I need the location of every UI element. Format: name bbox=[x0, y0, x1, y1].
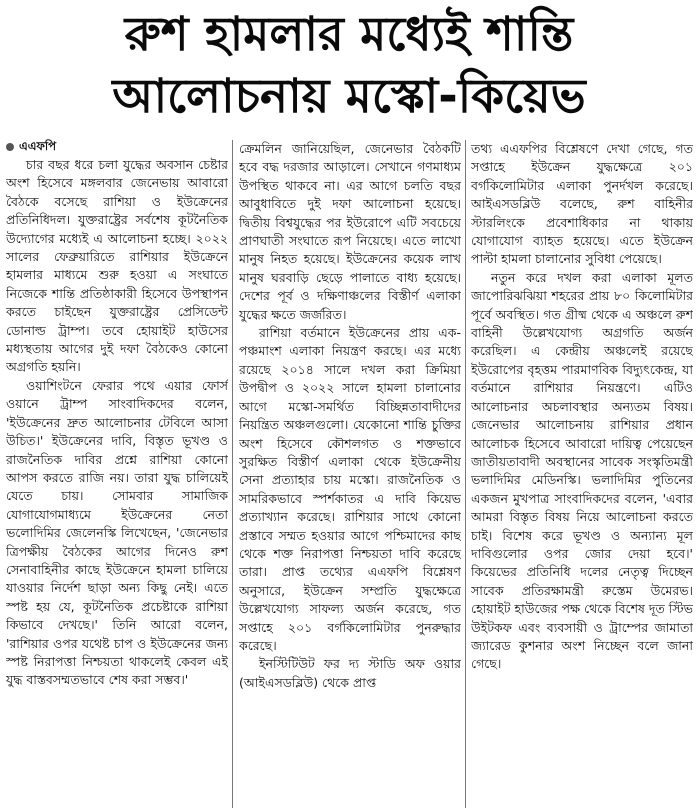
paragraph: নতুন করে দখল করা এলাকা মূলত জাপোরিঝঝিয়া শহরের প্রায় ৮০ কিলোমিটার পূর্বে অবস্থিত। গত গ্রীষ্ম থেকে এ অঞ্চলে রুশ বাহিনী উল্লেখযোগ্য অগ্রগতি অর্জন করেছিল। এ কেন্দ্রীয় অঞ্চলেই রয়েছে ইউরোপের বৃহত্তম পারমাণবিক বিদ্যুৎকেন্দ্র, যা বর্তমানে রাশিয়ার নিয়ন্ত্রণে। এটিও আলোচনার অচলাবস্থার অন্যতম বিষয়। জেনেভার আলোচনায় রাশিয়ার প্রধান আলোচক হিসেবে আবারো দায়িত্ব পেয়েছেন জাতীয়তাবাদী অবস্থানের সাবেক সংস্কৃতিমন্ত্রী ভলাদিমির মেডিনস্কি। ভলাদিমির পুতিনের একজন মুখপাত্র সাংবাদিকদের বলেন, 'এবার আমরা বিস্তৃত বিষয় নিয়ে আলোচনা করতে চাই। বিশেষ করে ভূখণ্ড ও অন্যান্য মূল দাবিগুলোর ওপর জোর দেয়া হবে।' কিয়েভের প্রতিনিধি দলের নেতৃত্ব দিচ্ছেন সাবেক প্রতিরক্ষামন্ত্রী রুস্তেম উমেরভ। হোয়াইট হাউজের পক্ষ থেকে বিশেষ দূত স্টিভ উইটকফ এবং ব্যবসায়ী ও ট্রাম্পের জামাতা জ্যারেড কুশনার অংশ নিচ্ছেন বলে জানা গেছে। bbox=[471, 269, 693, 672]
column-divider bbox=[465, 140, 466, 808]
dateline-text: এএফপি bbox=[19, 139, 56, 153]
paragraph: ওয়াশিংটনে ফেরার পথে এয়ার ফোর্স ওয়ানে ট্রাম্প সাংবাদিকদের বলেন, 'ইউক্রেনের দ্রুত আলোচনার টেবিলে আসা উচিত।' ইউক্রেনের দাবি, বিস্তৃত ভূখণ্ড ও রাজনৈতিক দাবির প্রশ্নে রাশিয়া কোনো আপস করতে রাজি নয়। তারা যুদ্ধ চালিয়েই যেতে চায়। সোমবার সামাজিক যোগাযোগমাধ্যমে ইউক্রেনের নেতা ভলোদিমির জেলেনস্কি লিখেছেন, 'জেনেভার ত্রিপক্ষীয় বৈঠকের আগের দিনেও রুশ সেনাবাহিনীর কাছে ইউক্রেনে হামলা চালিয়ে যাওয়ার নির্দেশ ছাড়া অন্য কিছু নেই। এতে স্পষ্ট হয় যে, কূটনৈতিক প্রচেষ্টাকে রাশিয়া কিভাবে দেখছে।' তিনি আরো বলেন, 'রাশিয়ার ওপর যথেষ্ট চাপ ও ইউক্রেনের জন্য স্পষ্ট নিরাপত্তা নিশ্চয়তা থাকলেই কেবল এই যুদ্ধ বাস্তবসম্মতভাবে শেষ করা সম্ভব।' bbox=[6, 377, 228, 688]
article-column-1 bbox=[6, 138, 228, 808]
bullet-icon bbox=[6, 143, 14, 151]
article-column-3 bbox=[471, 140, 693, 810]
paragraph: ক্রেমলিন জানিয়েছিল, জেনেভার বৈঠকটি হবে বদ্ধ দরজার আড়ালে। সেখানে গণমাধ্যম উপস্থিত থাকবে না। এর আগে চলতি বছর আবুধাবিতে দুই দফা আলোচনা হয়েছে। দ্বিতীয় বিশ্বযুদ্ধের পর ইউরোপে এটি সবচেয়ে প্রাণঘাতী সংঘাতে রূপ নিয়েছে। এতে লাখো মানুষ নিহত হয়েছে। ইউক্রেনের কয়েক লাখ মানুষ ঘরবাড়ি ছেড়ে পালাতে বাধ্য হয়েছে। দেশের পূর্ব ও দক্ষিণাঞ্চলের বিস্তীর্ণ এলাকা যুদ্ধের ক্ষতে জর্জরিত। bbox=[239, 141, 461, 322]
paragraph: চার বছর ধরে চলা যুদ্ধের অবসান চেষ্টার অংশ হিসেবে মঙ্গলবার জেনেভায় আবারো বৈঠকে বসেছে রাশিয়া ও ইউক্রেনের প্রতিনিধিদল। যুক্তরাষ্ট্রের সর্বশেষ কূটনৈতিক উদ্যোগের মধ্যেই এ আলোচনা হচ্ছে। ২০২২ সালের ফেব্রুয়ারিতে রাশিয়ার ইউক্রেনে হামলার মাধ্যমে শুরু হওয়া এ সংঘাতে নিজেকে শান্তি প্রতিষ্ঠাকারী হিসেবে উপস্থাপন করতে চাইছেন যুক্তরাষ্ট্রের প্রেসিডেন্ট ডোনাল্ড ট্রাম্প। তবে হোয়াইট হাউসের মধ্যস্থতায় আগের দুই দফা বৈঠকেও কোনো অগ্রগতি হয়নি। bbox=[6, 157, 228, 375]
paragraph: ইনস্টিটিউট ফর দ্য স্টাডি অফ ওয়ার (আইএসডব্লিউ) থেকে প্রাপ্ত bbox=[239, 656, 461, 690]
paragraph: তথ্য এএফপির বিশ্লেষণে দেখা গেছে, গত সপ্তাহে ইউক্রেন যুদ্ধক্ষেত্রে ২০১ বর্গকিলোমিটার এলাকা পুনর্দখল করেছে। আইএসডব্লিউ বলেছে, রুশ বাহিনীর স্টারলিংকে প্রবেশাধিকার না থাকায় যোগাযোগ ব্যাহত হয়েছে। এতে ইউক্রেন পাল্টা হামলা চালানোর সুবিধা পেয়েছে। bbox=[471, 141, 693, 267]
column-divider bbox=[232, 140, 233, 808]
headline bbox=[0, 4, 698, 128]
headline-line-2: আলোচনায় মস্কো-কিয়েভ bbox=[112, 69, 586, 124]
dateline bbox=[6, 138, 228, 154]
paragraph: রাশিয়া বর্তমানে ইউক্রেনের প্রায় এক-পঞ্চমাংশ এলাকা নিয়ন্ত্রণ করছে। এর মধ্যে রয়েছে ২০১৪ সালে দখল করা ক্রিমিয়া উপদ্বীপ ও ২০২২ সালে হামলা চালানোর আগে মস্কো-সমর্থিত বিচ্ছিন্নতাবাদীদের নিয়ন্ত্রিত অঞ্চলগুলো। যেকোনো শান্তি চুক্তির অংশ হিসেবে কৌশলগত ও শক্তভাবে সুরক্ষিত বিস্তীর্ণ এলাকা থেকে ইউক্রেনীয় সেনা প্রত্যাহার চায় মস্কো। রাজনৈতিক ও সামরিকভাবে স্পর্শকাতর এ দাবি কিয়েভ প্রত্যাখ্যান করেছে। রাশিয়ার সাথে কোনো প্রস্তাবে সম্মত হওয়ার আগে পশ্চিমাদের কাছ থেকে শক্ত নিরাপত্তা নিশ্চয়তা দাবি করেছে তারা। প্রাপ্ত তথ্যের এএফপি বিশ্লেষণ অনুসারে, ইউক্রেন সম্প্রতি যুদ্ধক্ষেত্রে উল্লেখযোগ্য সাফল্য অর্জন করেছে, গত সপ্তাহে ২০১ বর্গকিলোমিটার পুনরুদ্ধার করেছে। bbox=[239, 325, 461, 653]
article-column-2 bbox=[239, 140, 461, 810]
headline-line-1: রুশ হামলার মধ্যেই শান্তি bbox=[124, 7, 574, 62]
